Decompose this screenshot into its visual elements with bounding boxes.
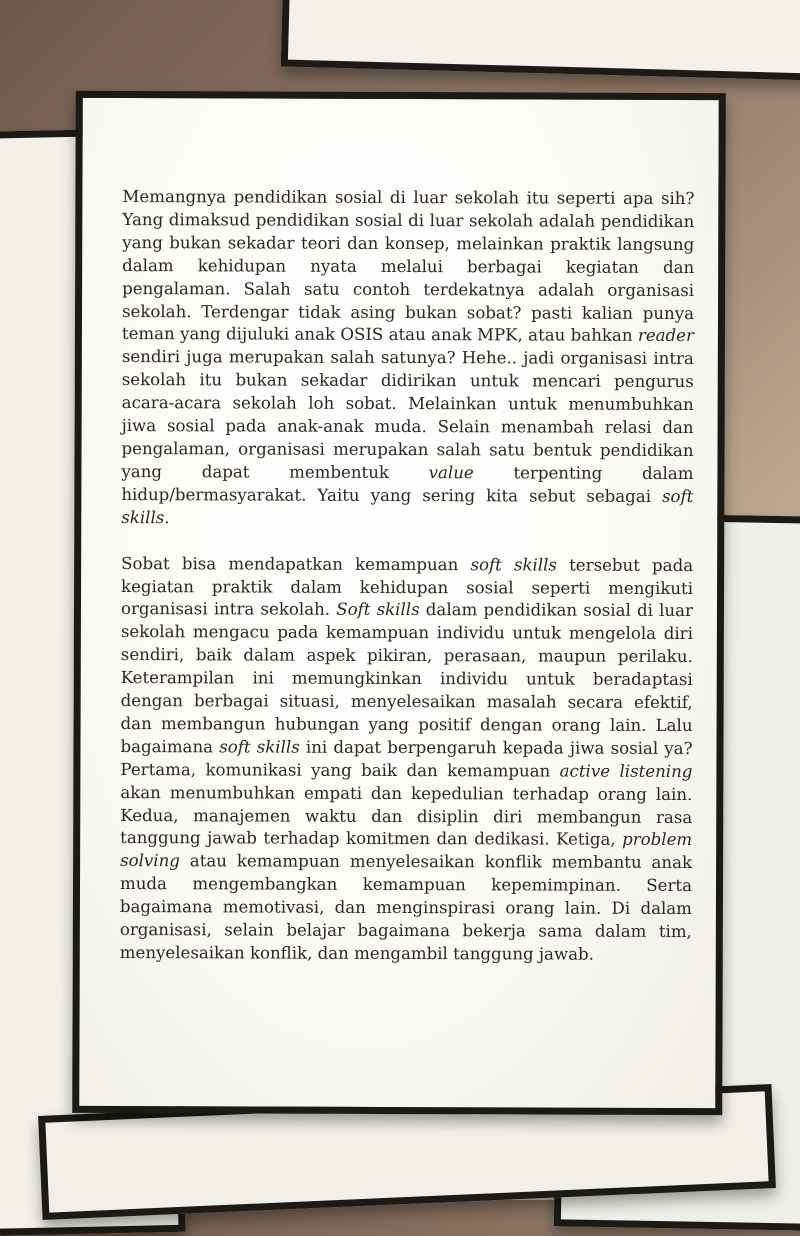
text-run-italic: reader (637, 326, 694, 346)
paragraph-2 (120, 553, 693, 967)
text-run: terpenting dalam hidup/bermasyarakat. Yaitu yang sering kita sebut sebagai (121, 463, 694, 506)
text-run: dalam pendidikan sosial di luar sekolah mengacu pada kemampuan individu untuk mengelola diri sendiri, baik dalam aspek pikiran, perasaan, maupun perilaku. Keterampilan ini memungkinkan individu untuk beradaptasi dengan berbagai situasi, menyelesaikan masalah secara efektif, dan membangun hubungan yang positif dengan orang lain. Lalu bagaimana (120, 600, 693, 757)
text-run-italic: value (428, 462, 474, 483)
text-run: ini dapat berpengaruh kepada jiwa sosial ya? Pertama, komunikasi yang baik dan kemampuan (120, 737, 693, 781)
text-run: atau kemampuan menyelesaikan konflik membantu anak muda mengembangkan kemampuan kepemimpinan. Serta bagaimana memotivasi, dan menginspirasi orang lain. Di dalam organisasi, selain belajar bagaimana bekerja sama dalam tim, menyelesaikan konflik, dan mengambil tanggung jawab. (119, 851, 693, 964)
main-paper-sheet (72, 91, 726, 1115)
text-run: sendiri juga merupakan salah satunya? Hehe.. jadi organisasi intra sekolah itu bukan sekadar didirikan untuk mencari pengurus acara-acara sekolah loh sobat. Melainkan untuk menumbuhkan jiwa sosial pada anak-anak muda. Selain menambah relasi dan pengalaman, organisasi merupakan salah satu bentuk pendidikan yang dapat membentuk (121, 347, 694, 482)
text-run-italic: soft skills (219, 737, 300, 757)
text-run-italic: soft skills. (121, 486, 694, 527)
text-run: Sobat bisa mendapatkan kemampuan (121, 553, 471, 574)
text-run-italic: problem solving (120, 830, 693, 871)
article-text (120, 186, 695, 967)
text-run: Memangnya pendidikan sosial di luar sekolah itu seperti apa sih? Yang dimaksud pendidikan sosial di luar sekolah adalah pendidikan yang bukan sekadar teori dan konsep, melainkan praktik langsung dalam kehidupan nyata melalui berbagai kegiatan dan pengalaman. Salah satu contoh terdekatnya adalah organisasi sekolah. Terdengar tidak asing bukan sobat? pasti kalian punya teman yang dijuluki anak OSIS atau anak MPK, atau bahkan (121, 187, 695, 346)
text-run-italic: Soft skills (336, 600, 420, 620)
background-paper-top (281, 0, 800, 81)
text-run-italic: active listening (559, 761, 693, 781)
text-run-italic: soft skills (470, 554, 558, 575)
text-run: tersebut pada kegiatan praktik dalam kehidupan sosial seperti mengikuti organisasi intra sekolah. (120, 555, 694, 620)
paragraph-1 (121, 186, 694, 532)
text-run: akan menumbuhkan empati dan kepedulian terhadap orang lain. Kedua, manajemen waktu dan disiplin diri membangun rasa tanggung jawab terhadap komitmen dan dedikasi. Ketiga, (120, 782, 693, 850)
